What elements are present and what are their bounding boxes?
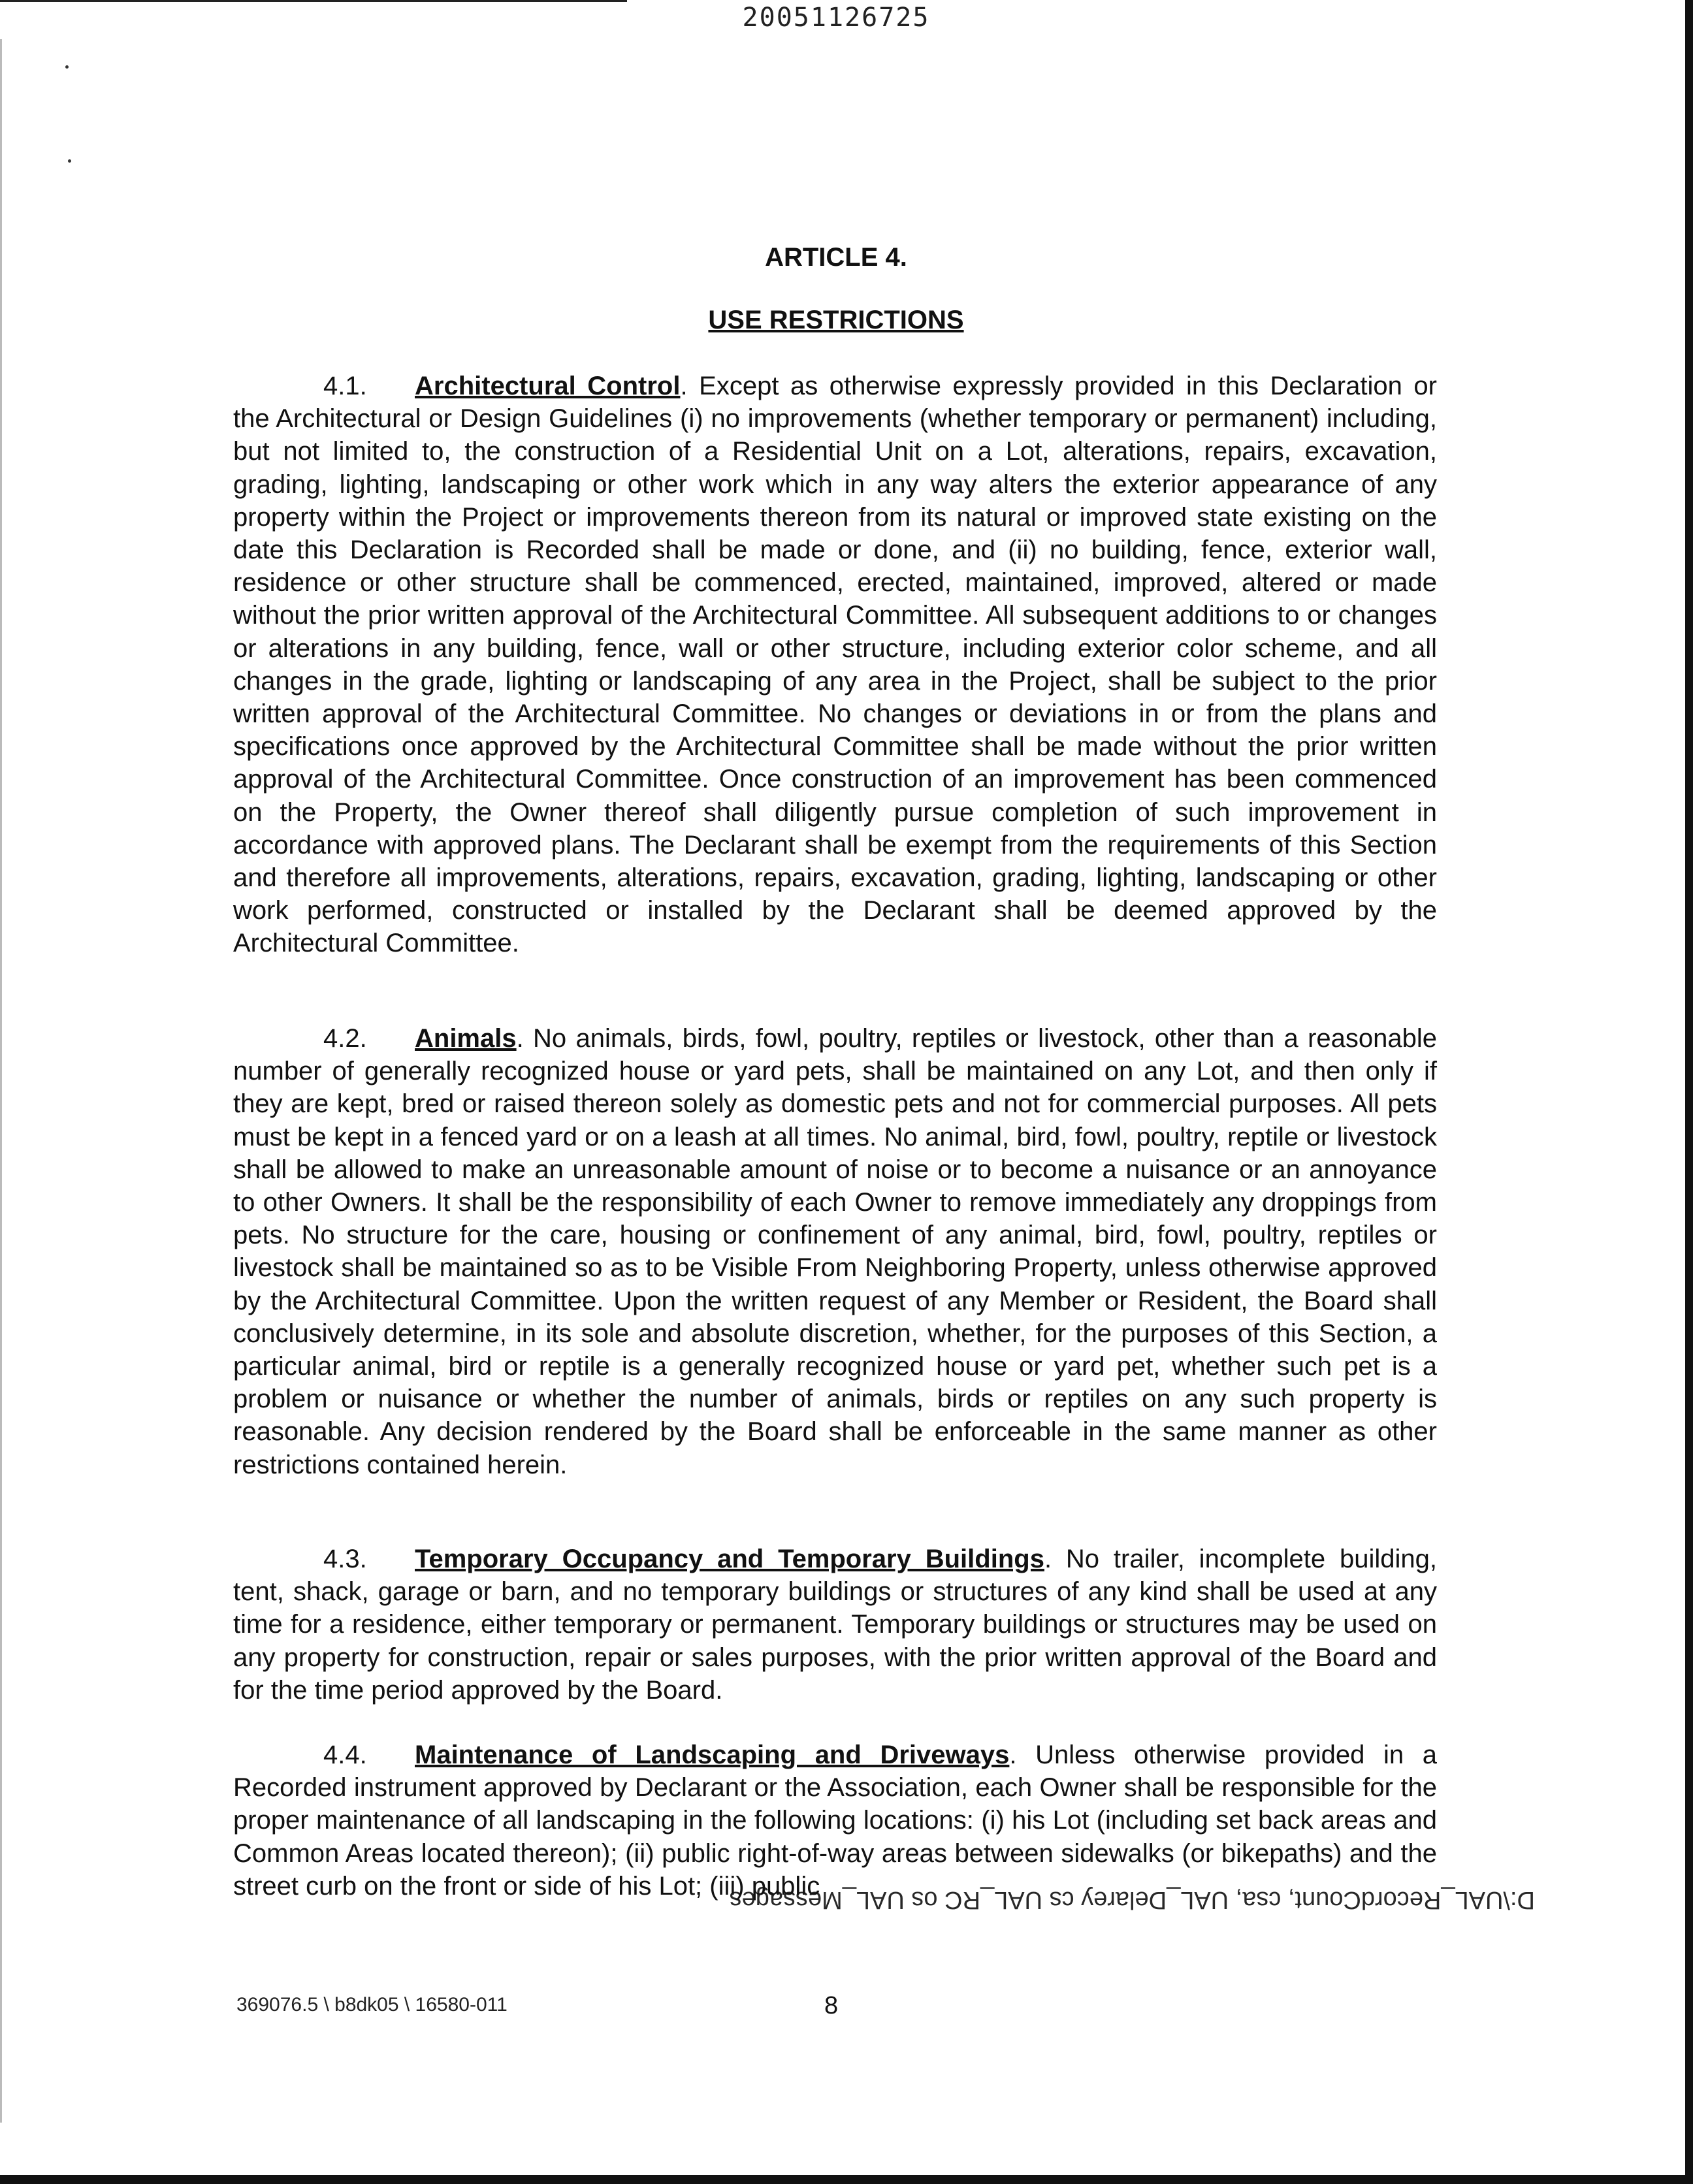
right-edge-border [1685, 0, 1693, 2184]
scan-speck [65, 65, 69, 69]
document-number: 20051126725 [742, 3, 930, 33]
section-title: Maintenance of Landscaping and Driveways [415, 1741, 1010, 1769]
section-text: . No trailer, incomplete building, tent, shack, garage or barn, and no temporary buildings or structures of any kind shall be used at any time for a residence, either temporary or permanent. Temporary buildings or structures may be used on any property for construction, repair or sales purposes, with the prior written approval of the Board and for the time period approved by the Board. [233, 1545, 1437, 1705]
section-text: . Except as otherwise expressly provided in this Declaration or the Architectural or Design Guidelines (i) no improvements (whether temporary or permanent) including, but not limited to, the construction of a Residential Unit on a Lot, alterations, repairs, excavation, grading, lighting, landscaping or other work which in any way alters the exterior appearance of any property within the Project or improvements thereon from its natural or improved state existing on the date this Declaration is Recorded shall be made or done, and (ii) no building, fence, exterior wall, residence or other structure shall be commenced, erected, maintained, improved, altered or made without the prior written approval of the Architectural Committee. All subsequent additions to or changes or alterations in any building, fence, wall or other structure, including exterior color scheme, and all changes in the grade, lighting or landscaping of any area in the Project, shall be subject to the prior written approval of the Architectural Committee. No changes or deviations in or from the plans and specifications once approved by the Architectural Committee shall be made without the prior written approval of the Architectural Committee. Once construction of an improvement has been commenced on the Property, the Owner thereof shall diligently pursue completion of such improvement in accordance with approved plans. The Declarant shall be exempt from the requirements of this Section and therefore all improvements, alterations, repairs, excavation, grading, lighting, landscaping or other work performed, constructed or installed by the Declarant shall be deemed approved by the Architectural Committee. [233, 372, 1437, 958]
scan-speck [68, 159, 71, 163]
page-number: 8 [824, 1992, 839, 2019]
section-number: 4.4. [323, 1741, 367, 1769]
section-number: 4.2. [323, 1024, 367, 1053]
section-text: . Unless otherwise provided in a Recorded instrument approved by Declarant or the Association, each Owner shall be responsible for the proper maintenance of all landscaping in the following locations: (i) his Lot (including set back areas and Common Areas located thereon); (ii) public right-of-way areas between sidewalks (or bikepaths) and the street curb on the front or side of his Lot; (iii) public [233, 1741, 1438, 1901]
section-4-4 [233, 1739, 1437, 1903]
article-heading: ARTICLE 4. [765, 243, 907, 272]
section-title: Architectural Control [415, 372, 681, 400]
section-title: Temporary Occupancy and Temporary Buildings [415, 1545, 1044, 1573]
section-title: Animals [415, 1024, 517, 1053]
bottom-edge-border [0, 2175, 1693, 2184]
section-4-1 [233, 370, 1437, 960]
article-title: USE RESTRICTIONS [708, 306, 964, 334]
section-4-3 [233, 1543, 1437, 1707]
section-number: 4.3. [323, 1545, 367, 1573]
top-edge-rule [0, 0, 627, 2]
section-text: . No animals, birds, fowl, poultry, reptiles or livestock, other than a reasonable number of generally recognized house or yard pets, shall be maintained on any Lot, and then only if they are kept, bred or raised thereon solely as domestic pets and not for commercial purposes. All pets must be kept in a fenced yard or on a leash at all times. No animal, bird, fowl, poultry, reptile or livestock shall be allowed to make an unreasonable amount of noise or to become a nuisance or an annoyance to other Owners. It shall be the responsibility of each Owner to remove immediately any droppings from pets. No structure for the care, housing or confinement of any animal, bird, fowl, poultry, reptiles or livestock shall be maintained so as to be Visible From Neighboring Property, unless otherwise approved by the Architectural Committee. Upon the written request of any Member or Resident, the Board shall conclusively determine, in its sole and absolute discretion, whether, for the purposes of this Section, a particular animal, bird or reptile is a generally recognized house or yard pet, whether such pet is a problem or nuisance or whether the number of animals, birds or reptiles on any such property is reasonable. Any decision rendered by the Board shall be enforceable in the same manner as other restrictions contained herein. [233, 1024, 1437, 1479]
section-4-2 [233, 1022, 1437, 1481]
inverted-overprint-text: D:\UAL_RecordCount, csa, UAL_Delarey cs UAL_RC os UAL_Messages [729, 1886, 1535, 1914]
section-number: 4.1. [323, 372, 367, 400]
footer-reference: 369076.5 \ b8dk05 \ 16580-011 [236, 1994, 508, 2015]
left-edge-rule [0, 39, 2, 2123]
